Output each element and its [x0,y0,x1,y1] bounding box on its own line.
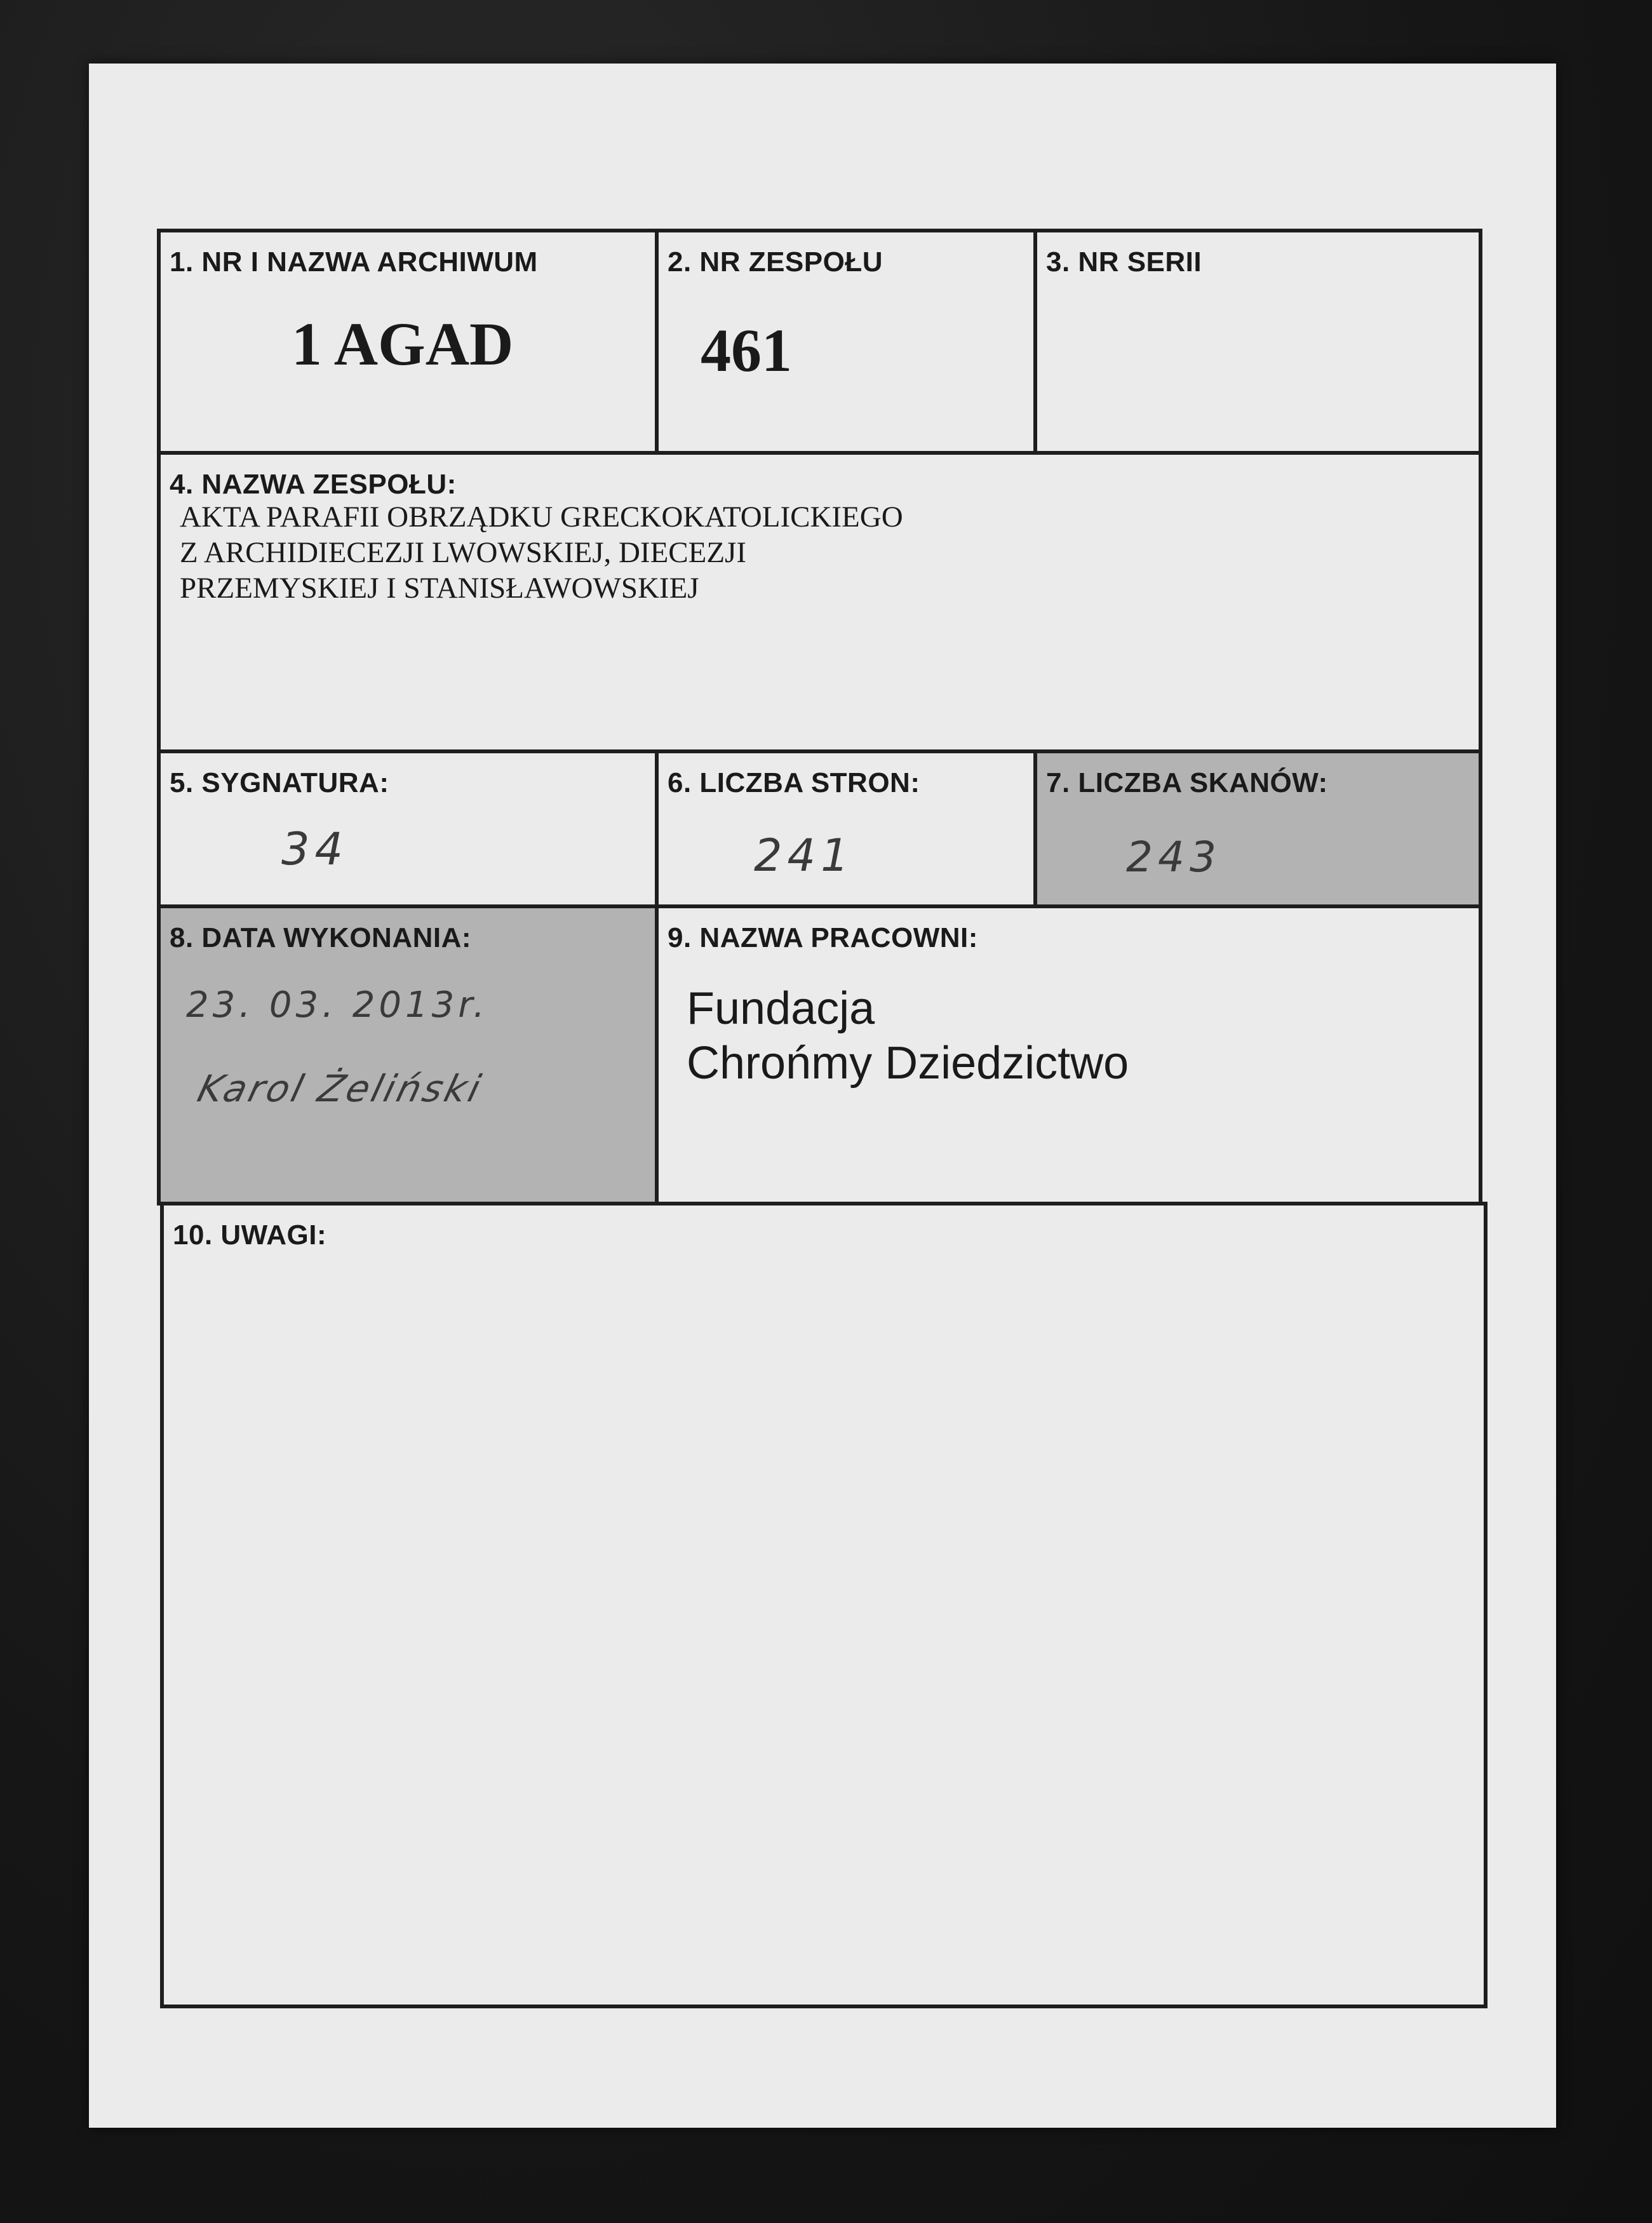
archive-value: 1 AGAD [292,310,514,378]
fonds-number-cell [655,229,1037,455]
archive-card-paper [89,64,1556,2128]
handwritten-signature: Karol Żeliński [193,1067,488,1110]
workshop-name-label: 9. NAZWA PRACOWNI: [668,922,978,953]
signature-number-label: 5. SYGNATURA: [170,767,389,798]
execution-date-cell [157,904,659,1206]
remarks-cell [160,1202,1487,2008]
workshop-name-line: Chrońmy Dziedzictwo [687,1038,1129,1089]
workshop-name-text [687,981,1129,1091]
workshop-name-cell [655,904,1482,1206]
fonds-name-text [180,499,903,606]
archive-label: 1. NR I NAZWA ARCHIWUM [170,246,538,278]
scans-count-value: 243 [1126,833,1221,882]
scans-count-label: 7. LICZBA SKANÓW: [1046,767,1328,798]
fonds-name-label: 4. NAZWA ZESPOŁU: [170,469,457,500]
series-number-label: 3. NR SERII [1046,246,1202,278]
fonds-number-label: 2. NR ZESPOŁU [668,246,883,278]
execution-date-label: 8. DATA WYKONANIA: [170,922,472,953]
workshop-name-line: Fundacja [687,983,875,1034]
series-number-cell [1033,229,1482,455]
fonds-number-value: 461 [701,316,792,384]
signature-number-value: 34 [281,823,349,875]
fonds-name-line: AKTA PARAFII OBRZĄDKU GRECKOKATOLICKIEGO [180,500,903,534]
fonds-name-line: Z ARCHIDIECEZJI LWOWSKIEJ, DIECEZJI [180,536,746,569]
remarks-label: 10. UWAGI: [173,1219,327,1251]
execution-date-value: 23. 03. 2013r. [186,984,488,1026]
pages-count-value: 241 [754,829,854,882]
signature-number-cell [157,749,659,908]
pages-count-cell [655,749,1037,908]
scans-count-cell [1033,749,1482,908]
archive-cell [157,229,659,455]
fonds-name-line: PRZEMYSKIEJ I STANISŁAWOWSKIEJ [180,572,699,605]
fonds-name-cell [157,451,1482,753]
pages-count-label: 6. LICZBA STRON: [668,767,920,798]
